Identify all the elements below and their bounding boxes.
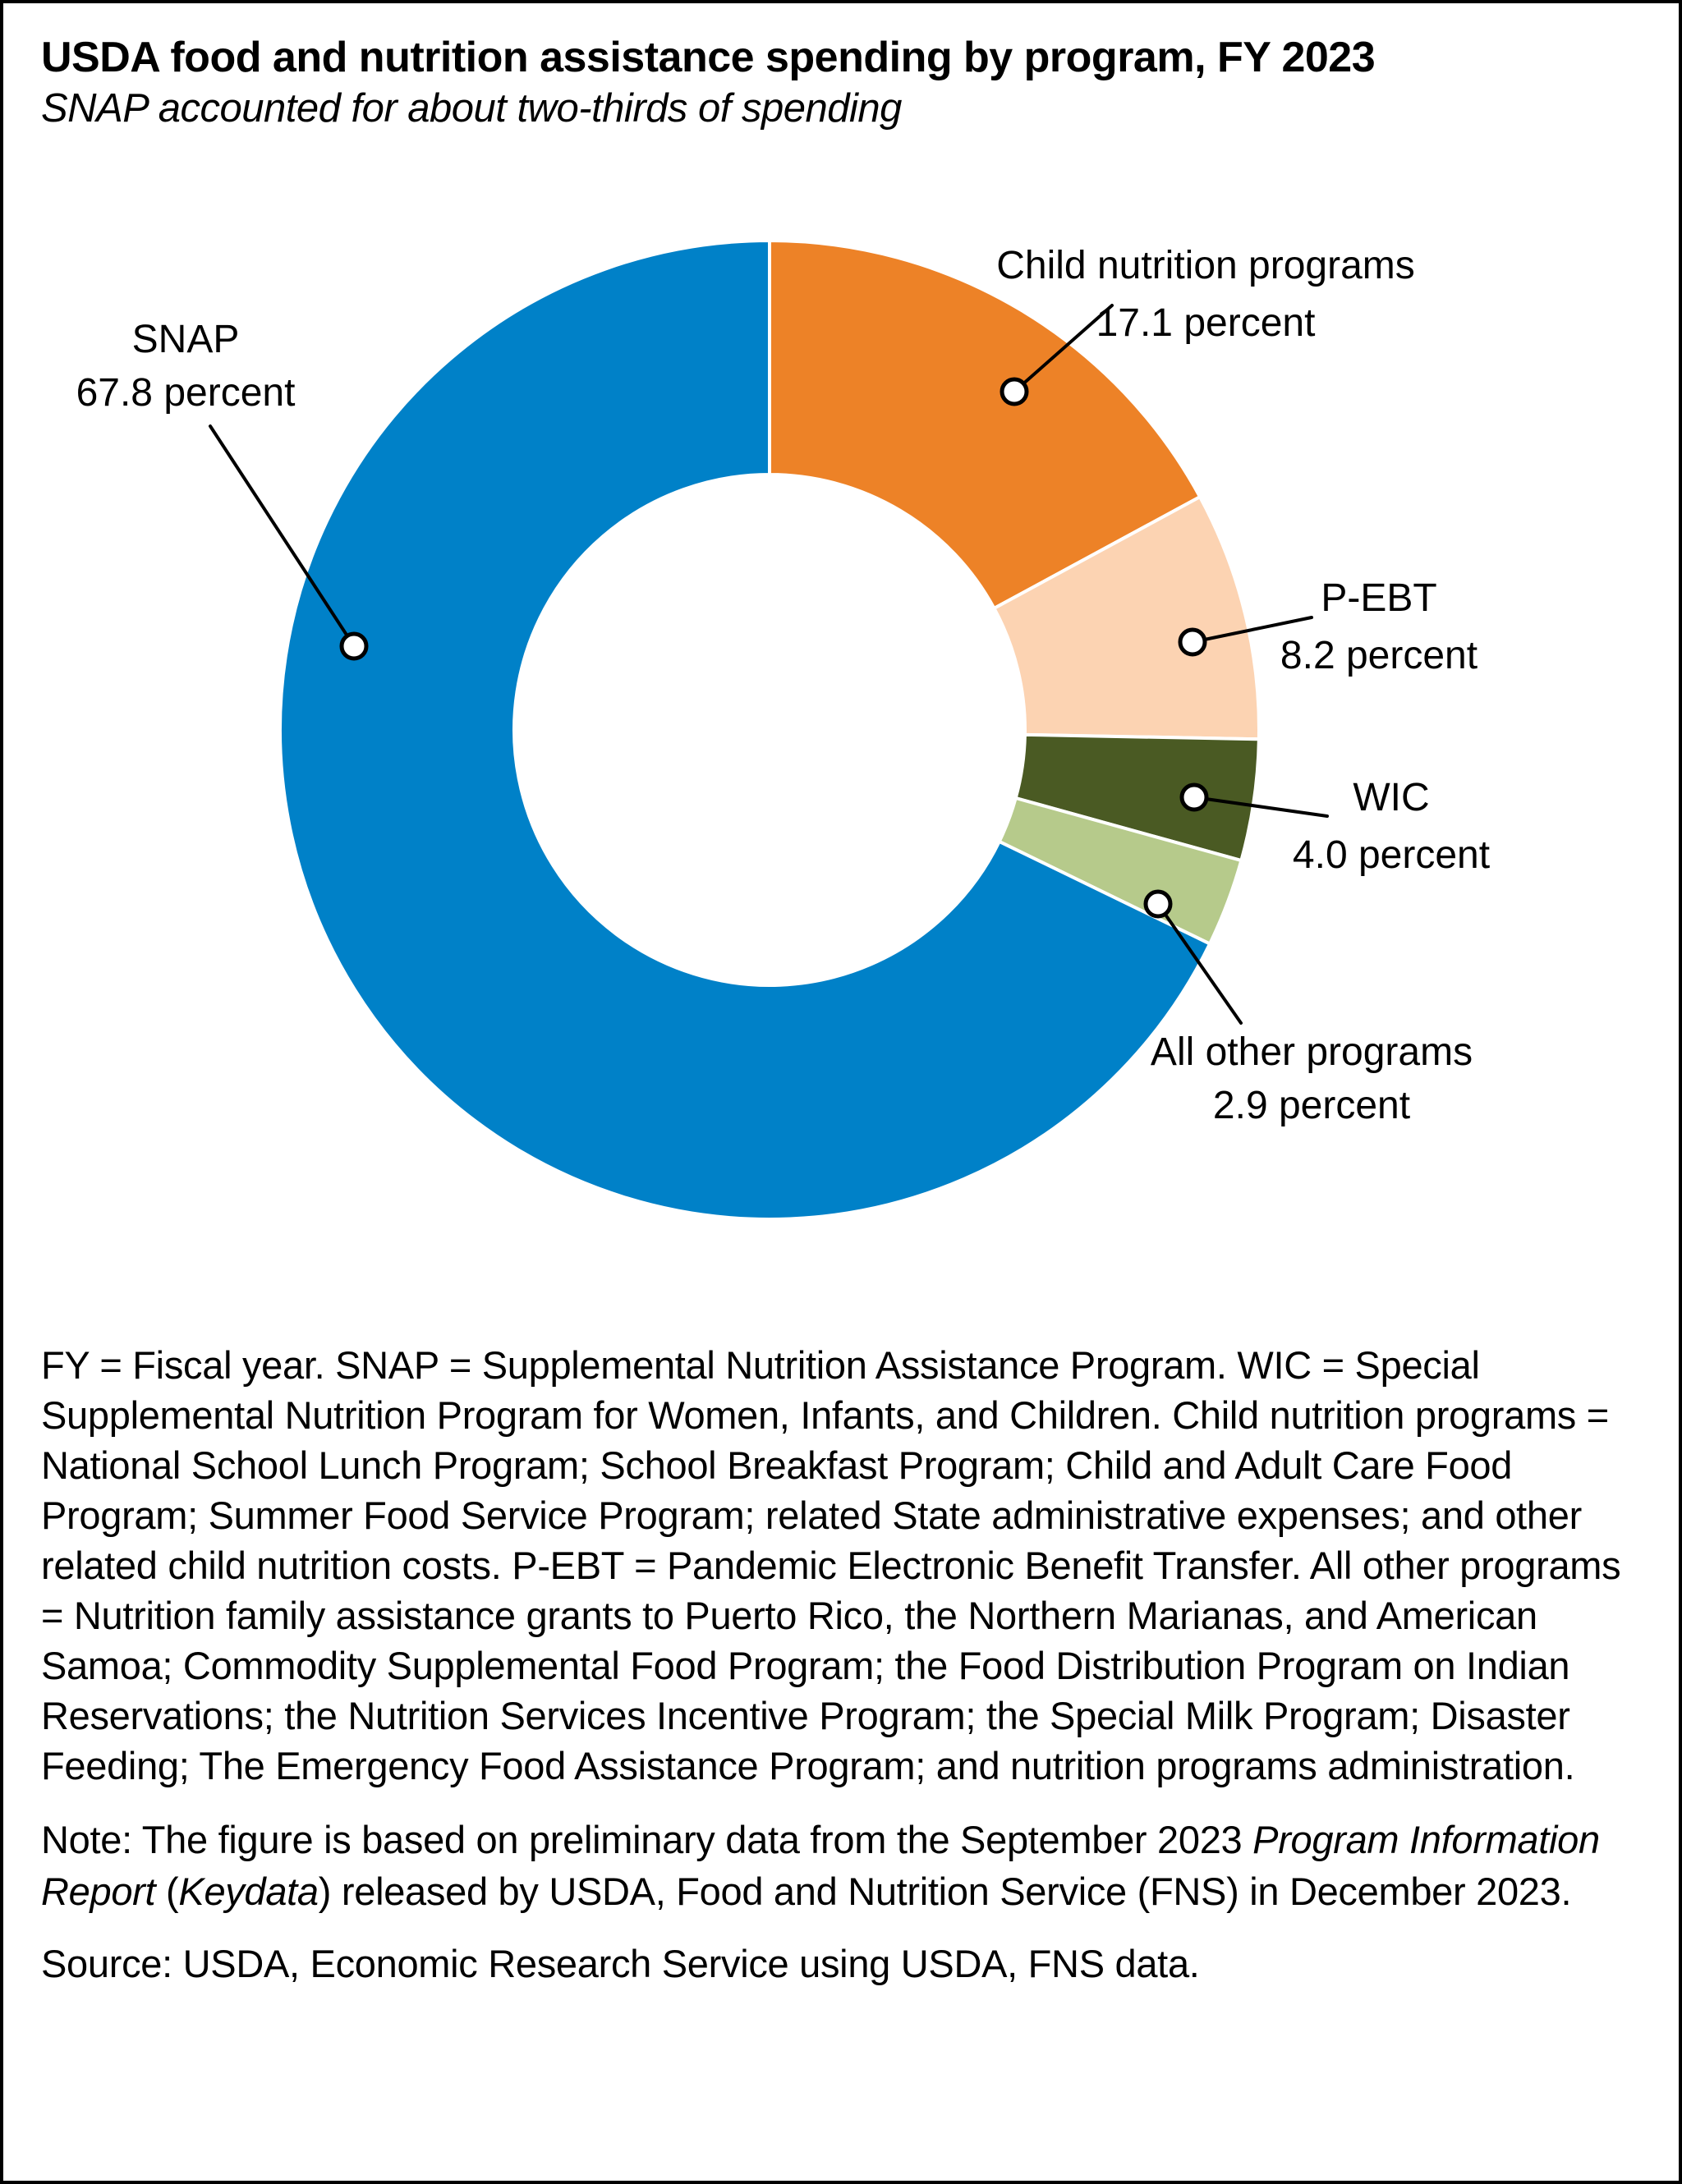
slice-percent-label-wic: 4.0 percent [1292, 833, 1491, 877]
donut-slices [280, 241, 1259, 1219]
callout-marker-snap [342, 634, 366, 658]
chart-subtitle: SNAP accounted for about two-thirds of spending [41, 86, 902, 131]
chart-header [41, 31, 1646, 133]
note-text [41, 1814, 1641, 1917]
callout-marker-wic [1182, 785, 1206, 810]
note-italic-segment: Program Information Report [41, 1818, 1600, 1913]
slice-label-wic: WIC [1353, 776, 1430, 819]
slice-percent-label-all-other-programs: 2.9 percent [1212, 1084, 1411, 1127]
note-segment: Note: The figure is based on preliminary data from the September 2023 [41, 1818, 1253, 1861]
donut-chart [3, 3, 1682, 1251]
slice-label-all-other-programs: All other programs [1150, 1030, 1473, 1074]
slice-percent-label-child-nutrition-programs: 17.1 percent [1096, 301, 1316, 345]
note-segment: ) released by USDA, Food and Nutrition Service (FNS) in December 2023. [318, 1870, 1572, 1913]
footnotes-block [41, 1340, 1641, 1989]
page-title: USDA food and nutrition assistance spending by program, FY 2023 [41, 34, 1376, 81]
callout-marker-all-other-programs [1146, 892, 1170, 916]
slice-percent-label-p-ebt: 8.2 percent [1280, 634, 1478, 677]
slice-label-p-ebt: P-EBT [1321, 576, 1437, 620]
note-italic-segment: Keydata [178, 1870, 319, 1913]
callout-marker-p-ebt [1180, 630, 1205, 654]
note-segment: ( [155, 1870, 179, 1913]
definitions-text: FY = Fiscal year. SNAP = Supplemental Nutrition Assistance Program. WIC = Special Supplemental Nutrition Program for Women, Infants, and Children. Child nutrition programs = National School Lunch Program; School Breakfast Program; Child and Adult Care Food Program; Summer Food Service Program; related State administrative expenses; and other related child nutrition costs. P-EBT = Pandemic Electronic Benefit Transfer. All other programs = Nutrition family assistance grants to Puerto Rico, the Northern Marianas, and American Samoa; Commodity Supplemental Food Program; the Food Distribution Program on Indian Reservations; the Nutrition Services Incentive Program; the Special Milk Program; Disaster Feeding; The Emergency Food Assistance Program; and nutrition programs administration. [41, 1343, 1621, 1787]
slice-label-snap: SNAP [131, 318, 240, 361]
slice-percent-label-snap: 67.8 percent [76, 371, 296, 415]
slice-label-child-nutrition-programs: Child nutrition programs [996, 244, 1415, 287]
callout-marker-child-nutrition-programs [1002, 379, 1027, 404]
source-text: Source: USDA, Economic Research Service using USDA, FNS data. [41, 1942, 1200, 1985]
